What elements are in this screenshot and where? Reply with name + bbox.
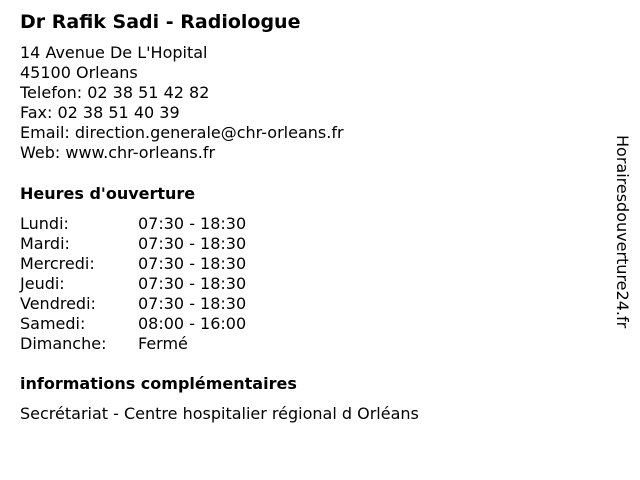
day-label: Lundi: xyxy=(20,214,69,233)
street-address: 14 Avenue De L'Hopital xyxy=(20,43,208,62)
contact-block xyxy=(20,43,344,163)
time-range: 07:30 - 18:30 xyxy=(138,254,247,273)
time-range: 07:30 - 18:30 xyxy=(138,214,247,233)
additional-info-heading: informations complémentaires xyxy=(20,374,297,393)
time-range: 07:30 - 18:30 xyxy=(138,294,247,313)
email-address: Email: direction.generale@chr-orleans.fr xyxy=(20,123,344,142)
opening-hours-heading: Heures d'ouverture xyxy=(20,184,196,203)
site-watermark: Horairesdouverture24.fr xyxy=(613,135,632,329)
page-title: Dr Rafik Sadi - Radiologue xyxy=(20,11,301,33)
hours-row-thursday xyxy=(20,274,246,294)
day-label: Mardi: xyxy=(20,234,70,253)
day-label: Jeudi: xyxy=(20,274,65,293)
day-label: Dimanche: xyxy=(20,334,107,353)
time-range: Fermé xyxy=(138,334,188,353)
day-label: Samedi: xyxy=(20,314,86,333)
phone-number: Telefon: 02 38 51 42 82 xyxy=(20,83,210,102)
city-postal-code: 45100 Orleans xyxy=(20,63,138,82)
hours-row-tuesday xyxy=(20,234,246,254)
time-range: 07:30 - 18:30 xyxy=(138,274,247,293)
time-range: 08:00 - 16:00 xyxy=(138,314,247,333)
hours-row-wednesday xyxy=(20,254,246,274)
hours-row-monday xyxy=(20,214,246,234)
website: Web: www.chr-orleans.fr xyxy=(20,143,216,162)
opening-hours-table xyxy=(20,214,246,354)
additional-info-text: Secrétariat - Centre hospitalier régional d Orléans xyxy=(20,404,419,423)
hours-row-sunday xyxy=(20,334,246,354)
day-label: Vendredi: xyxy=(20,294,96,313)
hours-row-saturday xyxy=(20,314,246,334)
time-range: 07:30 - 18:30 xyxy=(138,234,247,253)
hours-row-friday xyxy=(20,294,246,314)
fax-number: Fax: 02 38 51 40 39 xyxy=(20,103,180,122)
day-label: Mercredi: xyxy=(20,254,95,273)
